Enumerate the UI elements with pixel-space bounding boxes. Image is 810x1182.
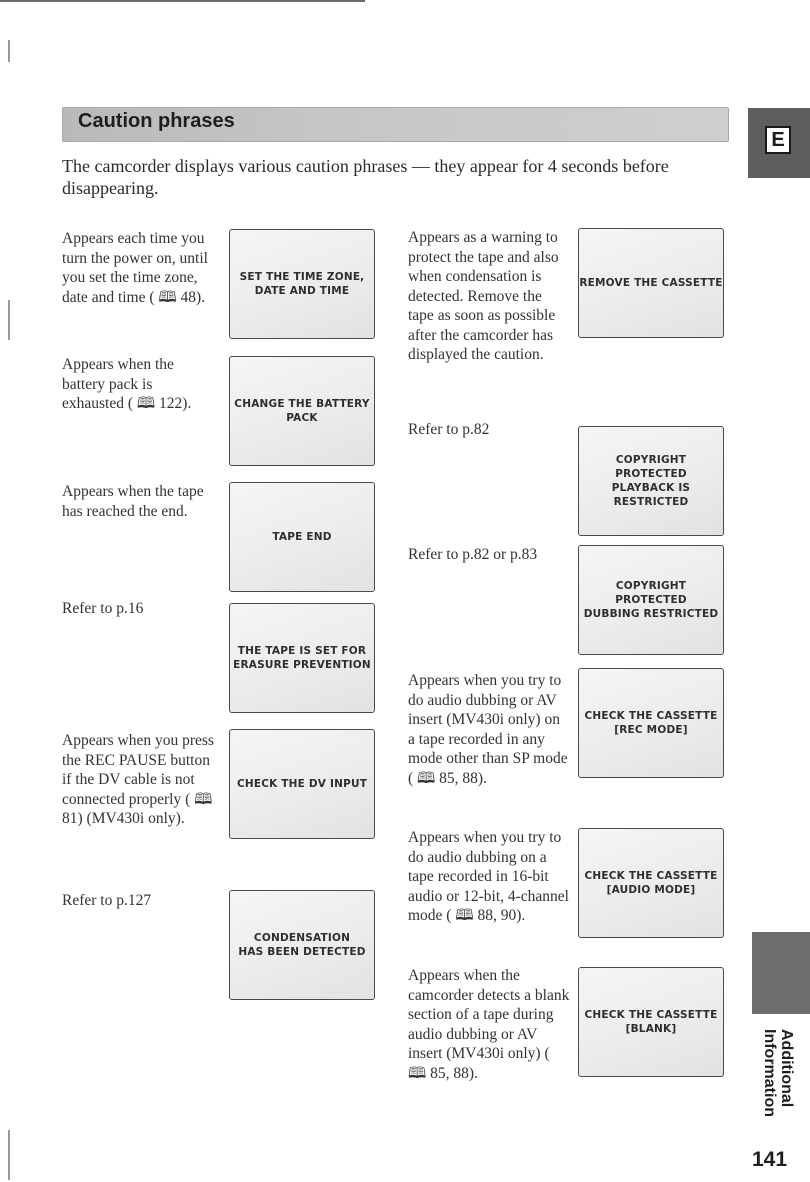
page-number: 141: [752, 1148, 788, 1171]
caution-screen: TAPE END: [229, 482, 375, 592]
caution-screen: CHECK THE CASSETTE [REC MODE]: [578, 668, 724, 778]
caution-description: Refer to p.82: [408, 421, 490, 438]
caution-description: Appears each time you turn the power on, until you set the time zone, date and time ( 🕮 48).: [62, 230, 208, 306]
caution-description: Appears when you try to do audio dubbing or AV insert (MV430i only) on a tape recorded in any mode other than SP mode ( 🕮 85, 88).: [408, 672, 568, 787]
caution-description: Refer to p.82 or p.83: [408, 546, 538, 563]
caution-screen: SET THE TIME ZONE, DATE AND TIME: [229, 229, 375, 339]
caution-screen: COPYRIGHT PROTECTED PLAYBACK IS RESTRICTED: [578, 426, 724, 536]
caution-description: Appears when the camcorder detects a blank section of a tape during audio dubbing or AV insert (MV430i only) ( 🕮 85, 88).: [408, 967, 570, 1082]
language-tab-letter: E: [765, 126, 791, 154]
chapter-tab: [752, 932, 810, 1014]
caution-screen: CONDENSATION HAS BEEN DETECTED: [229, 890, 375, 1000]
caution-description: Appears when the tape has reached the end.: [62, 483, 204, 520]
caution-description: Refer to p.127: [62, 892, 152, 909]
chapter-label: [754, 1018, 802, 1128]
caution-screen: THE TAPE IS SET FOR ERASURE PREVENTION: [229, 603, 375, 713]
caution-screen: CHECK THE CASSETTE [AUDIO MODE]: [578, 828, 724, 938]
caution-screen: CHANGE THE BATTERY PACK: [229, 356, 375, 466]
chapter-label-text: Additional Information: [761, 1029, 795, 1117]
caution-description: Appears when the battery pack is exhausted ( 🕮 122).: [62, 356, 192, 412]
margin-mark: [8, 40, 10, 62]
margin-mark: [8, 1130, 10, 1180]
caution-screen: CHECK THE CASSETTE [BLANK]: [578, 967, 724, 1077]
caution-screen: REMOVE THE CASSETTE: [578, 228, 724, 338]
section-title: Caution phrases: [78, 110, 235, 132]
top-rule: [0, 0, 365, 2]
intro-text: The camcorder displays various caution phrases — they appear for 4 seconds before disappearing.: [62, 156, 669, 198]
caution-description: Appears when you try to do audio dubbing on a tape recorded in 16-bit audio or 12-bit, 4-channel mode ( 🕮 88, 90).: [408, 829, 569, 924]
margin-mark: [8, 300, 10, 340]
caution-screen: CHECK THE DV INPUT: [229, 729, 375, 839]
caution-screen: COPYRIGHT PROTECTED DUBBING RESTRICTED: [578, 545, 724, 655]
caution-description: Refer to p.16: [62, 600, 144, 617]
caution-description: Appears as a warning to protect the tape and also when condensation is detected. Remove the tape as soon as possible after the camcorder has displayed the caution.: [408, 229, 559, 363]
caution-description: Appears when you press the REC PAUSE button if the DV cable is not connected properly ( 🕮 81) (MV430i only).: [62, 732, 214, 827]
